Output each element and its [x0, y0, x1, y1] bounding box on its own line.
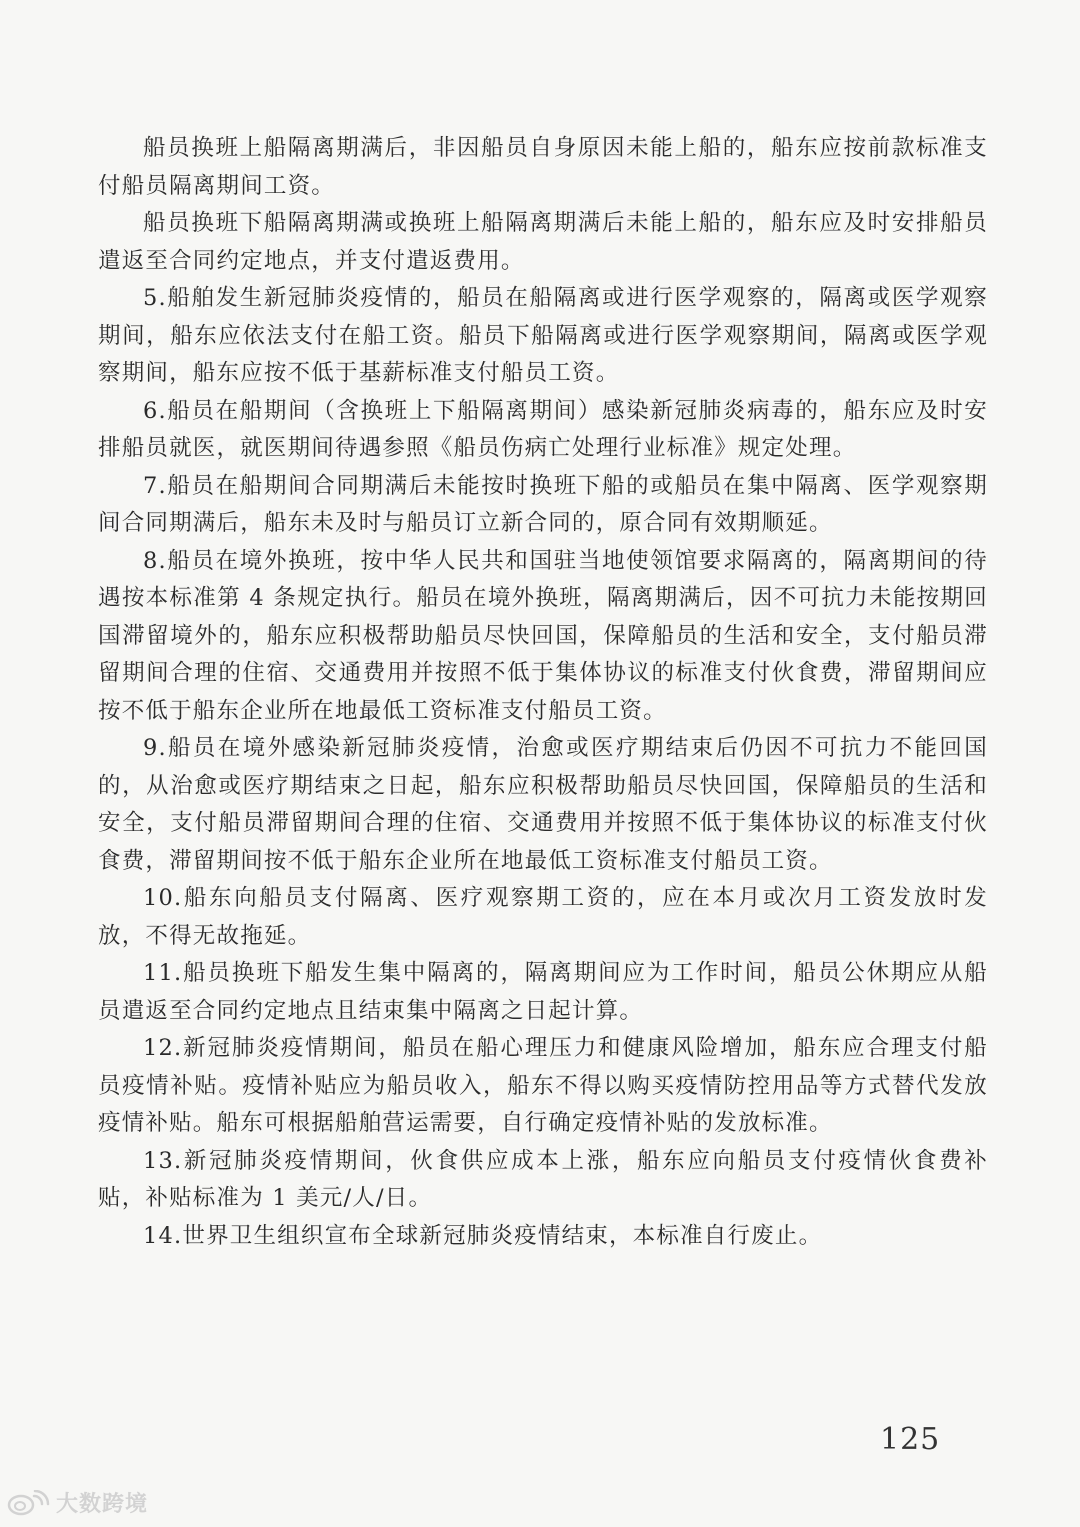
paragraph: 7.船员在船期间合同期满后未能按时换班下船的或船员在集中隔离、医学观察期间合同期满后，船东未及时与船员订立新合同的，原合同有效期顺延。: [98, 472, 988, 536]
paragraph: 5.船舶发生新冠肺炎疫情的，船员在船隔离或进行医学观察的，隔离或医学观察期间，船东应依法支付在船工资。船员下船隔离或进行医学观察期间，隔离或医学观察期间，船东应按不低于基薪标准支付船员工资。: [98, 285, 988, 386]
watermark: [6, 1487, 148, 1518]
watermark-text: 大数跨境: [56, 1492, 149, 1517]
paragraph: 船员换班上船隔离期满后，非因船员自身原因未能上船的，船东应按前款标准支付船员隔离期间工资。: [98, 135, 988, 199]
paragraph: 12.新冠肺炎疫情期间，船员在船心理压力和健康风险增加，船东应合理支付船员疫情补贴。疫情补贴应为船员收入，船东不得以购买疫情防控用品等方式替代发放疫情补贴。船东可根据船舶营运需要，自行确定疫情补贴的发放标准。: [98, 1035, 988, 1136]
document-body: [98, 130, 988, 1255]
paragraph: 11.船员换班下船发生集中隔离的，隔离期间应为工作时间，船员公休期应从船员遣返至合同约定地点且结束集中隔离之日起计算。: [98, 960, 988, 1024]
paragraph: 9.船员在境外感染新冠肺炎疫情，治愈或医疗期结束后仍因不可抗力不能回国的，从治愈或医疗期结束之日起，船东应积极帮助船员尽快回国，保障船员的生活和安全，支付船员滞留期间合理的住宿、交通费用并按照不低于集体协议的标准支付伙食费，滞留期间按不低于船东企业所在地最低工资标准支付船员工资。: [98, 735, 988, 874]
paragraph: 14.世界卫生组织宣布全球新冠肺炎疫情结束，本标准自行废止。: [143, 1222, 823, 1249]
weibo-logo-icon: [6, 1490, 50, 1516]
paragraph: 船员换班下船隔离期满或换班上船隔离期满后未能上船的，船东应及时安排船员遣返至合同约定地点，并支付遣返费用。: [98, 210, 988, 274]
paragraph: 13.新冠肺炎疫情期间，伙食供应成本上涨，船东应向船员支付疫情伙食费补贴，补贴标准为 1 美元/人/日。: [98, 1147, 988, 1211]
paragraph: 6.船员在船期间（含换班上下船隔离期间）感染新冠肺炎病毒的，船东应及时安排船员就医，就医期间待遇参照《船员伤病亡处理行业标准》规定处理。: [98, 397, 988, 461]
page-number: 125: [880, 1422, 941, 1457]
paragraph: 10.船东向船员支付隔离、医疗观察期工资的，应在本月或次月工资发放时发放，不得无故拖延。: [98, 885, 988, 949]
paragraph: 8.船员在境外换班，按中华人民共和国驻当地使领馆要求隔离的，隔离期间的待遇按本标准第 4 条规定执行。船员在境外换班，隔离期满后，因不可抗力未能按期回国滞留境外的，船东应积极帮助船员尽快回国，保障船员的生活和安全，支付船员滞留期间合理的住宿、交通费用并按照不低于集体协议的标准支付伙食费，滞留期间应按不低于船东企业所在地最低工资标准支付船员工资。: [98, 547, 988, 724]
